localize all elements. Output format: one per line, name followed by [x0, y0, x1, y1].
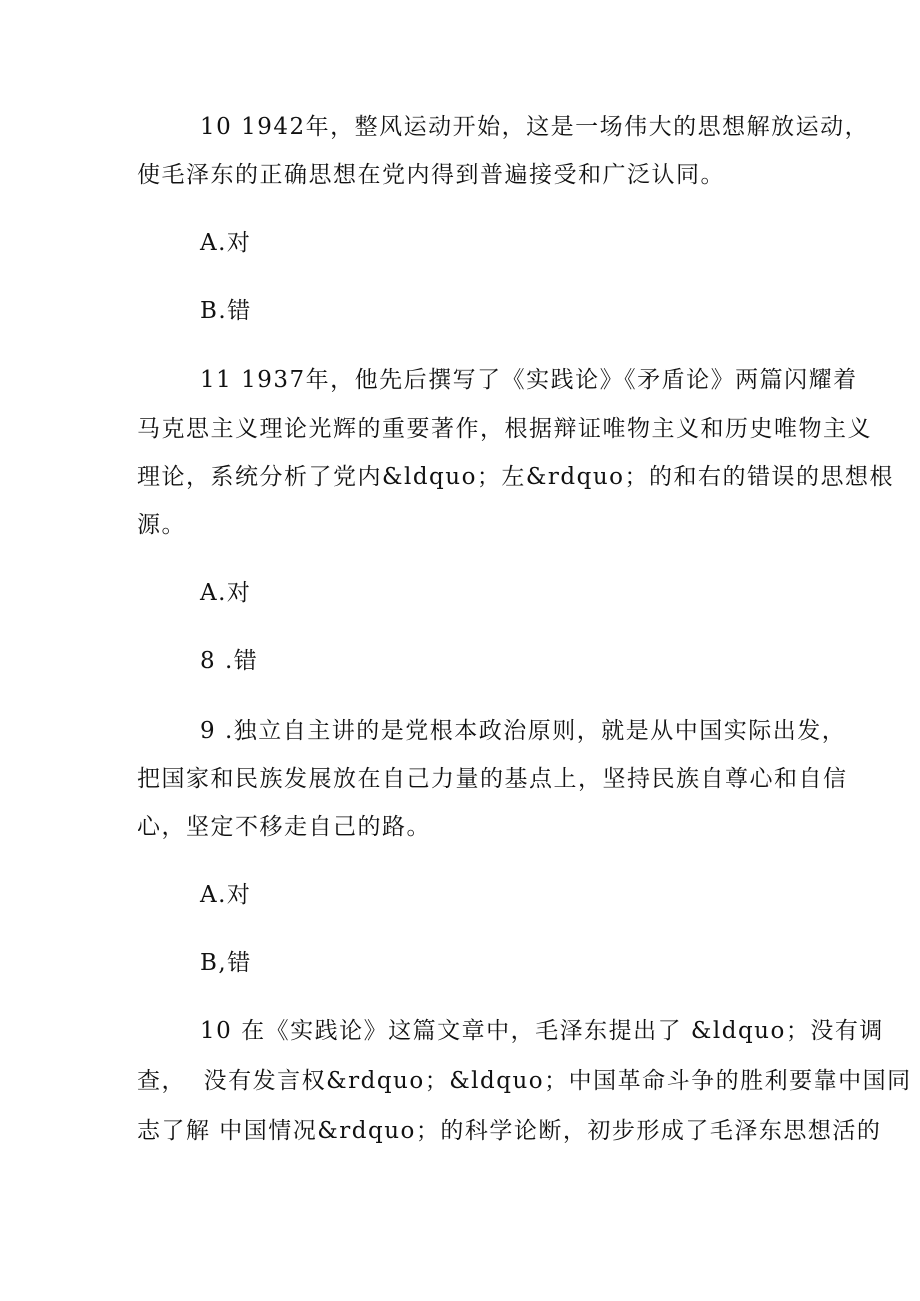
answer-option: A.对	[200, 882, 252, 908]
answer-option: A.对	[200, 580, 252, 606]
question-text-line: 理论，系统分析了党内&ldquo；左&rdquo；的和右的错误的思想根	[137, 464, 895, 490]
question-text-line: 11 1937年，他先后撰写了《实践论》《矛盾论》两篇闪耀着	[200, 367, 858, 393]
answer-option: A.对	[200, 230, 252, 256]
question-text-line: 10 1942年，整风运动开始，这是一场伟大的思想解放运动，	[200, 114, 870, 140]
question-text-line: 把国家和民族发展放在自己力量的基点上，坚持民族自尊心和自信	[137, 766, 848, 792]
question-text-line: 10 在《实践论》这篇文章中，毛泽东提出了 &ldquo；没有调	[200, 1018, 884, 1044]
question-text-line: 马克思主义理论光辉的重要著作，根据辩证唯物主义和历史唯物主义	[137, 416, 872, 442]
question-text-line: 志了解 中国情况&rdquo；的科学论断，初步形成了毛泽东思想活的	[137, 1118, 882, 1144]
answer-option: B.错	[200, 298, 252, 324]
answer-option: B,错	[200, 950, 252, 976]
question-text-line: 查， 没有发言权&rdquo；&ldquo；中国革命斗争的胜利要靠中国同	[137, 1068, 912, 1094]
question-text-line: 源。	[137, 512, 186, 538]
question-text-line: 9 .独立自主讲的是党根本政治原则，就是从中国实际出发，	[200, 718, 847, 744]
answer-option: 8 .错	[200, 648, 259, 674]
question-text-line: 心，坚定不移走自己的路。	[137, 814, 431, 840]
question-text-line: 使毛泽东的正确思想在党内得到普遍接受和广泛认同。	[137, 162, 725, 188]
